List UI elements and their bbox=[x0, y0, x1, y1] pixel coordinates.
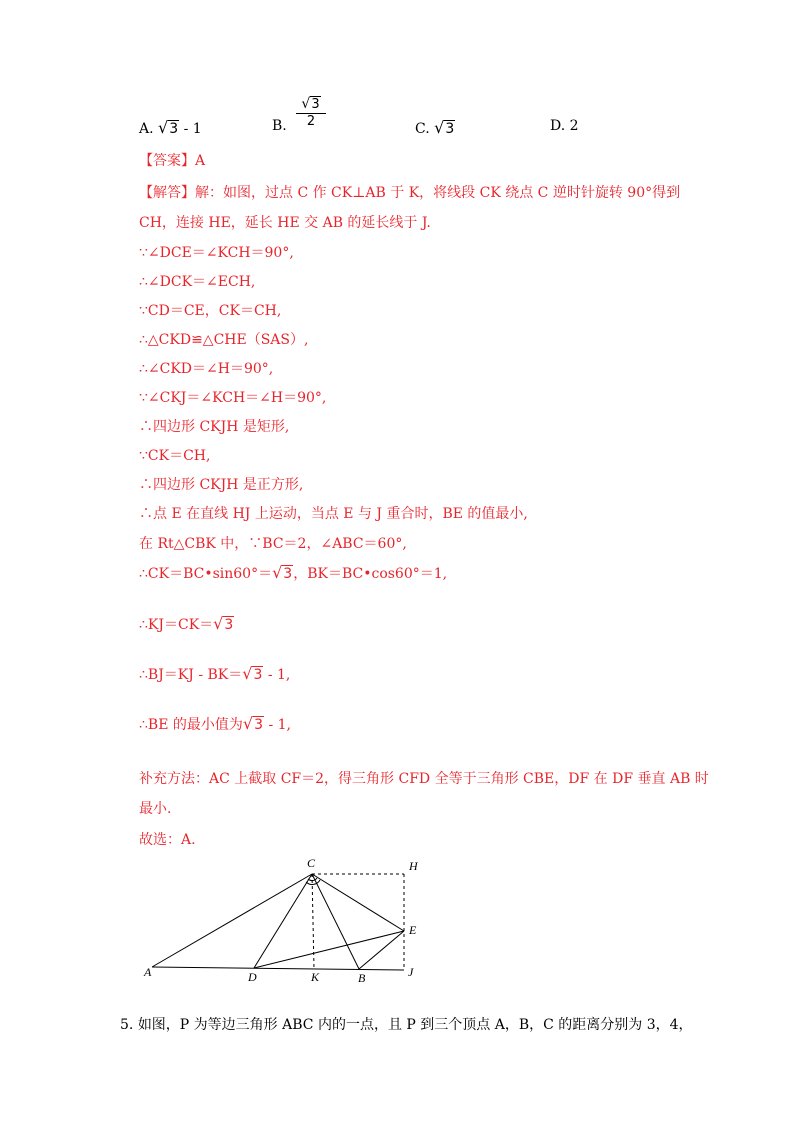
solution-step: ∵CD＝CE，CK＝CH, bbox=[139, 303, 282, 319]
label-b: B bbox=[358, 971, 366, 984]
bj-line: ∴BJ＝KJ - BK＝√3 - 1, bbox=[139, 664, 291, 683]
question-number: 5. bbox=[120, 1017, 134, 1033]
label-h: H bbox=[409, 859, 418, 873]
geometry-figure bbox=[130, 852, 440, 984]
solution-intro bbox=[139, 182, 680, 202]
solution-intro-line2: CH，连接 HE，延长 HE 交 AB 的延长线于 J. bbox=[139, 215, 431, 231]
solution-step: ∴∠DCK＝∠ECH, bbox=[139, 274, 256, 290]
option-letter: C. bbox=[415, 121, 430, 137]
solution-label: 【解答】 bbox=[139, 185, 195, 201]
option-letter: D. bbox=[550, 118, 566, 134]
solution-step: ∴△CKD≌△CHE（SAS）, bbox=[139, 332, 309, 348]
sqrt-expression: √3 bbox=[158, 118, 179, 137]
label-c: C bbox=[307, 856, 316, 870]
option-value: 2 bbox=[569, 118, 579, 134]
option-b bbox=[272, 118, 287, 134]
solution-step: ∴点 E 在直线 HJ 上运动，当点 E 与 J 重合时，BE 的值最小, bbox=[139, 506, 528, 522]
option-c bbox=[415, 118, 455, 137]
solution-step: ∵∠DCE＝∠KCH＝90°, bbox=[139, 245, 294, 261]
label-d: D bbox=[248, 970, 257, 984]
conclusion: 故选：A. bbox=[139, 832, 196, 848]
option-letter: A. bbox=[139, 121, 154, 137]
option-d bbox=[550, 118, 579, 134]
be-line: ∴BE 的最小值为√3 - 1, bbox=[139, 714, 291, 733]
option-suffix: - 1 bbox=[179, 121, 202, 137]
kj-line: ∴KJ＝CK＝√3 bbox=[139, 614, 234, 633]
line-dc bbox=[254, 874, 312, 968]
question-text: 如图，P 为等边三角形 ABC 内的一点，且 P 到三个顶点 A，B，C 的距离分别为 3，4， bbox=[137, 1017, 693, 1033]
label-a: A bbox=[144, 965, 152, 979]
supplement-line1: 补充方法：AC 上截取 CF＝2，得三角形 CFD 全等于三角形 CBE，DF 在 DF 垂直 AB 时 bbox=[139, 771, 709, 787]
solution-step: 在 Rt△CBK 中，∵BC＝2，∠ABC＝60°, bbox=[139, 536, 407, 552]
solution-step: ∴四边形 CKJH 是矩形, bbox=[139, 419, 290, 435]
answer-value: A bbox=[195, 153, 206, 169]
solution-step: ∴四边形 CKJH 是正方形, bbox=[139, 477, 304, 493]
solution-step: ∴∠CKD＝∠H＝90°, bbox=[139, 361, 274, 377]
option-letter: B. bbox=[272, 118, 287, 134]
line-ck bbox=[312, 874, 314, 969]
line-ac bbox=[152, 874, 312, 967]
label-j: J bbox=[408, 965, 414, 979]
option-b-fraction: $\frac{√3}{2}$ bbox=[296, 96, 326, 130]
answer-label: 【答案】 bbox=[139, 153, 195, 169]
line-aj bbox=[152, 967, 404, 970]
option-a bbox=[139, 118, 202, 137]
solution-step: ∵∠CKJ＝∠KCH＝∠H＝90°, bbox=[139, 390, 327, 406]
supplement-line2: 最小. bbox=[139, 801, 172, 817]
solution-intro-line1: 解：如图，过点 C 作 CK⊥AB 于 K，将线段 CK 绕点 C 逆时针旋转 90°得到 bbox=[195, 185, 681, 201]
sqrt-expression: √3 bbox=[434, 118, 455, 137]
question-5 bbox=[120, 1014, 693, 1034]
ck-line: ∴CK＝BC•sin60°＝√3，BK＝BC•cos60°＝1, bbox=[139, 563, 448, 582]
answer-line bbox=[139, 150, 205, 170]
label-k: K bbox=[311, 970, 320, 984]
label-e: E bbox=[409, 923, 417, 937]
solution-step: ∵CK＝CH, bbox=[139, 448, 211, 464]
